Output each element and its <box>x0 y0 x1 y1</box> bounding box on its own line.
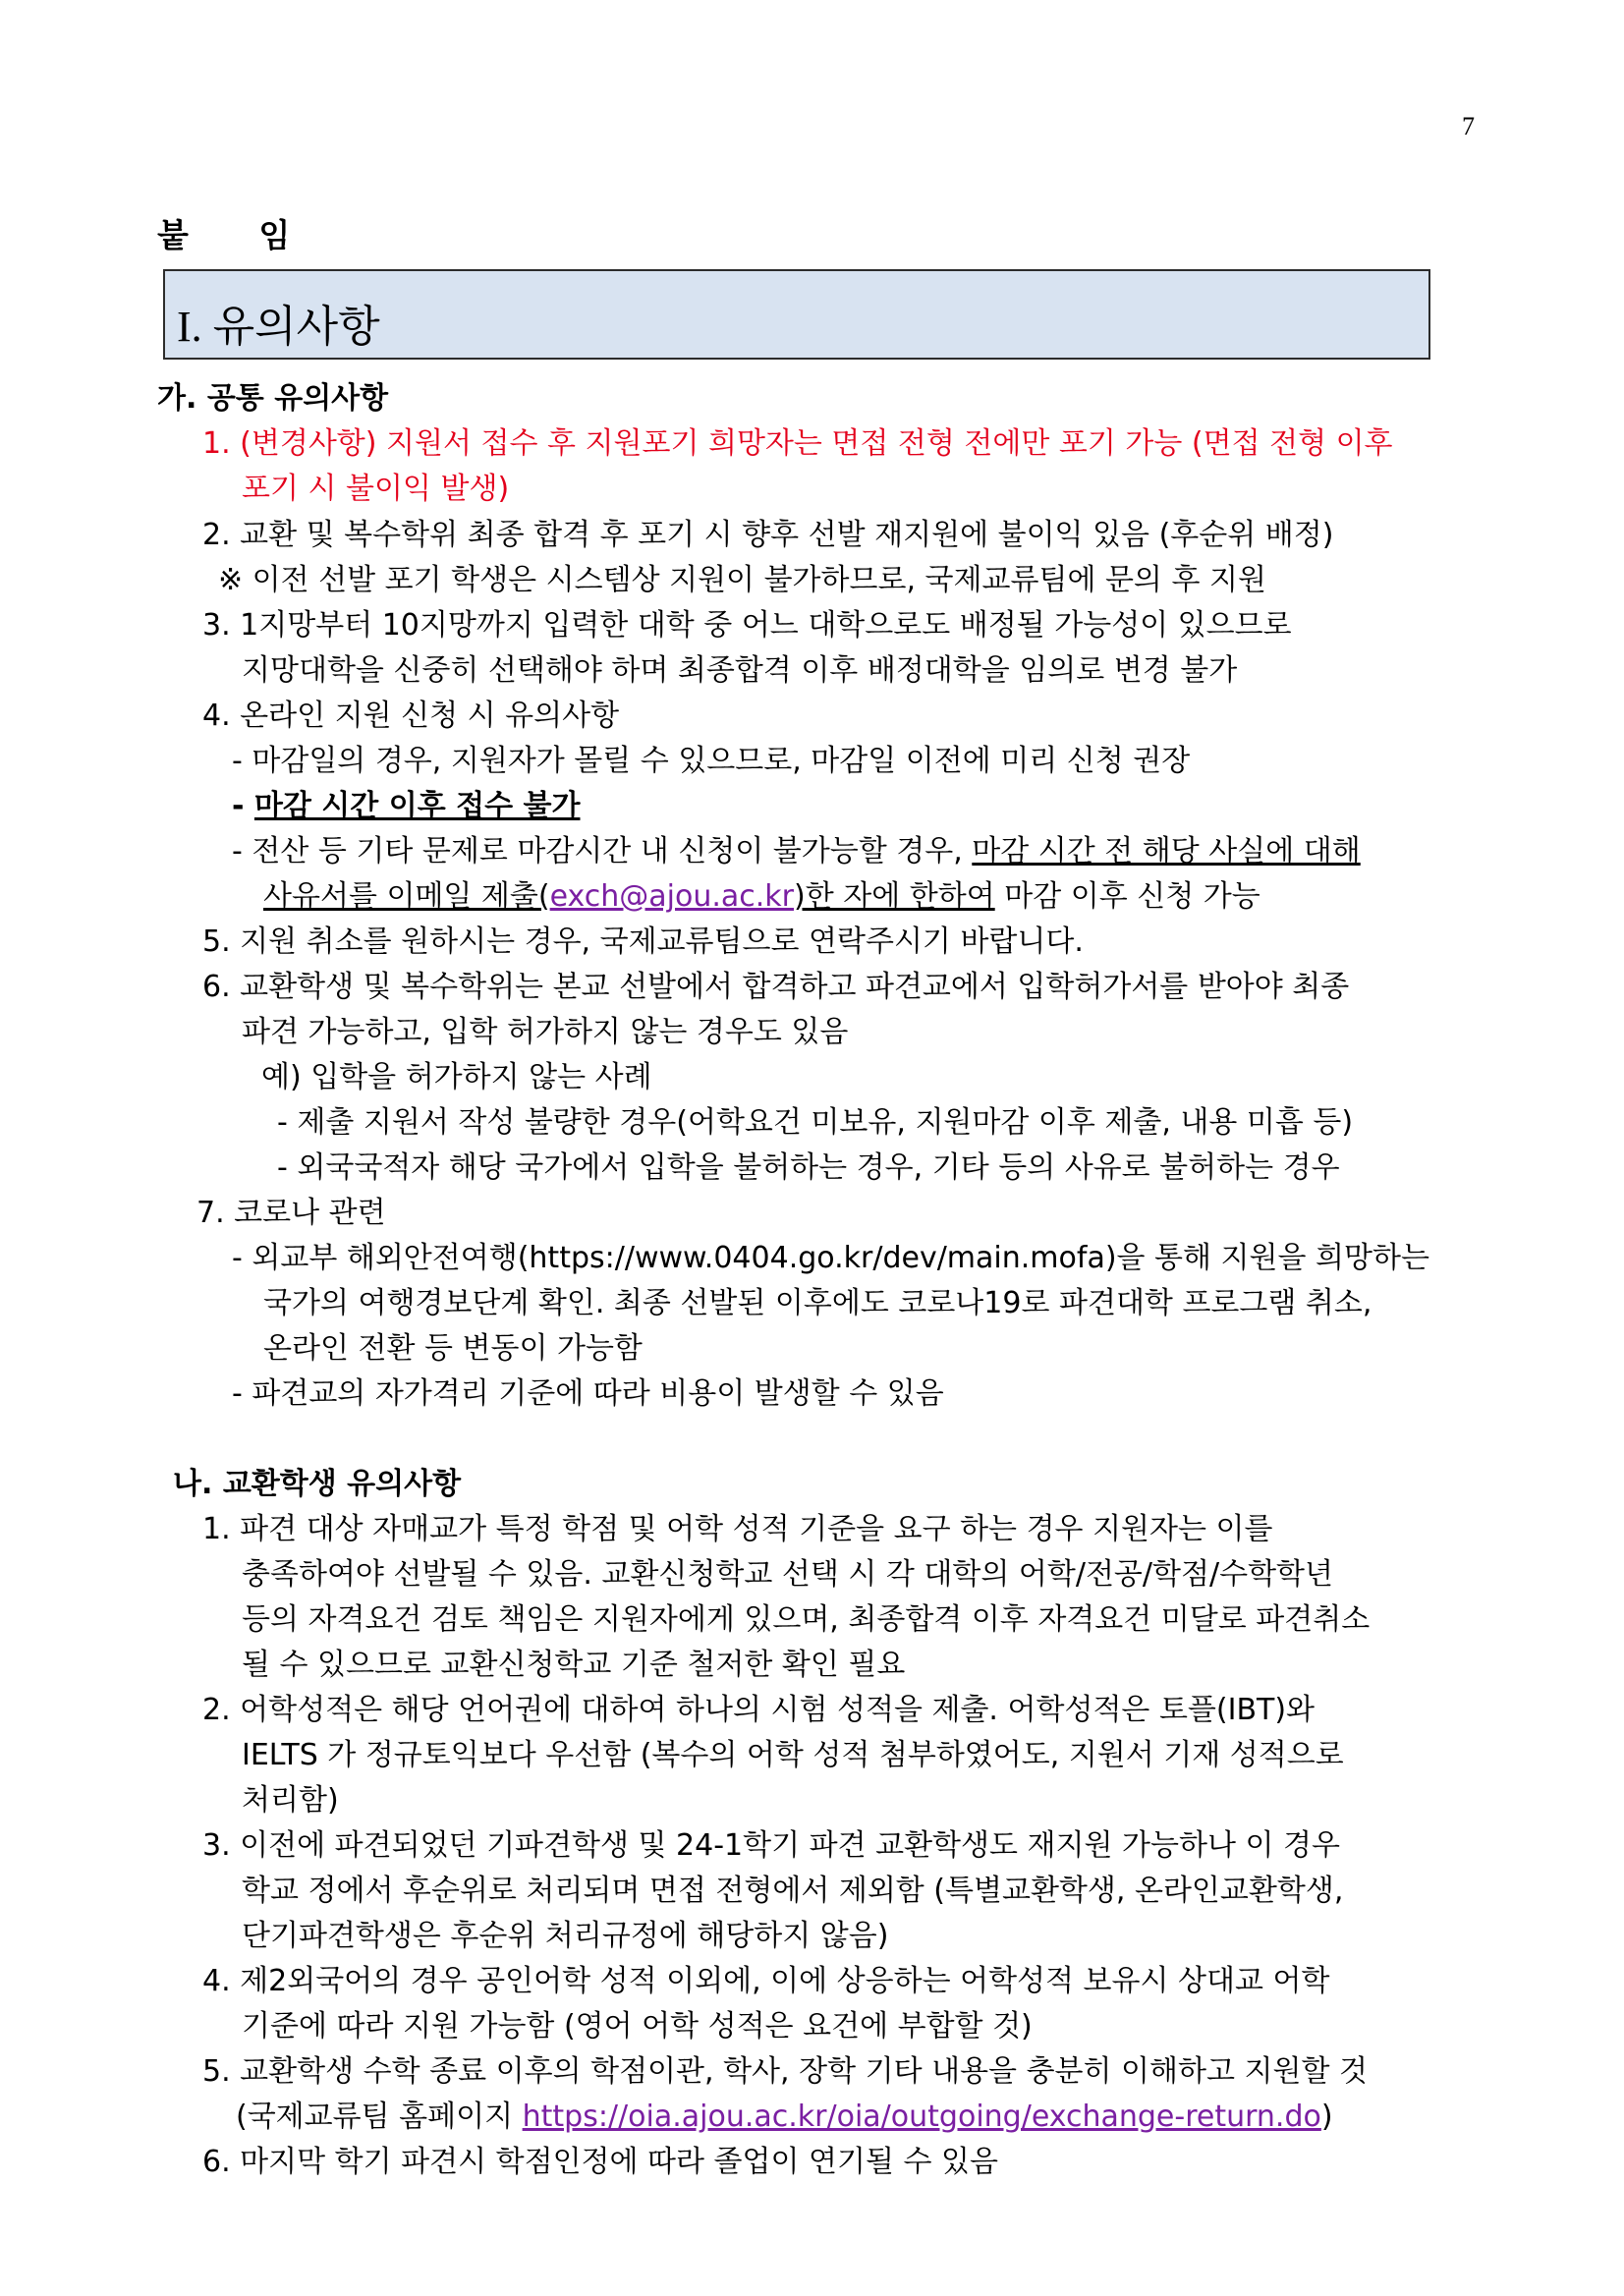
sub-3-text: - 전산 등 기타 문제로 마감시간 내 신청이 불가능할 경우, <box>232 834 973 868</box>
exchange-item-1-line-4: 될 수 있으므로 교환신청학교 기준 철저한 확인 필요 <box>242 1648 906 1682</box>
common-item-7-sub-1-line-3: 온라인 전환 등 변동이 가능함 <box>263 1331 643 1366</box>
exchange-item-5-line-2 <box>236 2100 1333 2135</box>
exchange-item-3-line-1: 3. 이전에 파견되었던 기파견학생 및 24-1학기 파견 교환학생도 재지원 가능하나 이 경우 <box>202 1828 1340 1863</box>
exchange-item-1-line-1: 1. 파견 대상 자매교가 특정 학점 및 어학 성적 기준을 요구 하는 경우 지원자는 이를 <box>202 1512 1273 1546</box>
homepage-link[interactable]: https://oia.ajou.ac.kr/oia/outgoing/exchange-return.do <box>522 2100 1321 2134</box>
common-item-2-line-1: 2. 교환 및 복수학위 최종 합격 후 포기 시 향후 선발 재지원에 불이익 있음 (후순위 배정) <box>202 518 1334 552</box>
exchange-item-2-line-2: IELTS 가 정규토익보다 우선함 (복수의 어학 성적 첨부하였어도, 지원서 기재 성적으로 <box>242 1738 1344 1772</box>
exchange-item-1-line-3: 등의 자격요건 검토 책임은 지원자에게 있으며, 최종합격 이후 자격요건 미달로 파견취소 <box>242 1602 1371 1637</box>
section-title: I. 유의사항 <box>177 303 380 351</box>
common-item-1-line-2: 포기 시 불이익 발생) <box>242 472 510 506</box>
common-item-4-sub-3-line-1 <box>232 834 1361 869</box>
common-item-7-sub-2: - 파견교의 자가격리 기준에 따라 비용이 발생할 수 있음 <box>232 1376 944 1411</box>
homepage-suffix: ) <box>1320 2100 1333 2134</box>
common-item-3-line-1: 3. 1지망부터 10지망까지 입력한 대학 중 어느 대학으로도 배정될 가능성이 있으므로 <box>202 608 1292 643</box>
common-item-7-sub-1-line-1: - 외교부 해외안전여행(https://www.0404.go.kr/dev/main.mofa)을 통해 지원을 희망하는 <box>232 1241 1429 1275</box>
exchange-item-4-line-2: 기준에 따라 지원 가능함 (영어 어학 성적은 요건에 부합할 것) <box>242 2009 1033 2044</box>
page-number: 7 <box>1462 112 1475 140</box>
dash: - <box>232 789 254 823</box>
common-item-3-line-2: 지망대학을 신중히 선택해야 하며 최종합격 이후 배정대학을 임의로 변경 불가 <box>242 653 1238 688</box>
exchange-item-2-line-1: 2. 어학성적은 해당 언어권에 대하여 하나의 시험 성적을 제출. 어학성적은 토플(IBT)와 <box>202 1693 1316 1727</box>
common-item-4-sub-3-line-2 <box>263 879 1260 915</box>
exchange-item-4-line-1: 4. 제2외국어의 경우 공인어학 성적 이외에, 이에 상응하는 어학성적 보유시 상대교 어학 <box>202 1964 1330 1998</box>
sub-3-underlined-2: 사유서를 이메일 제출( <box>263 879 550 914</box>
common-item-4-sub-2 <box>232 789 580 824</box>
exchange-item-1-line-2: 충족하여야 선발될 수 있음. 교환신청학교 선택 시 각 대학의 어학/전공/학점/수학학년 <box>242 1557 1334 1592</box>
common-item-2-note: ※ 이전 선발 포기 학생은 시스템상 지원이 불가하므로, 국제교류팀에 문의 후 지원 <box>218 563 1266 597</box>
email-link[interactable]: exch@ajou.ac.kr <box>549 879 795 914</box>
exchange-item-3-line-3: 단기파견학생은 후순위 처리규정에 해당하지 않음) <box>242 1919 889 1953</box>
exchange-heading: 나. 교환학생 유의사항 <box>173 1467 462 1501</box>
common-heading: 가. 공통 유의사항 <box>157 381 389 416</box>
sub-3-tail: 마감 이후 신청 가능 <box>994 879 1260 914</box>
deadline-warning: 마감 시간 이후 접수 불가 <box>253 789 581 823</box>
common-item-1-line-1: 1. (변경사항) 지원서 접수 후 지원포기 희망자는 면접 전형 전에만 포기 가능 (면접 전형 이후 <box>202 426 1393 461</box>
sub-3-underlined: 마감 시간 전 해당 사실에 대해 <box>972 834 1361 868</box>
common-item-7-line-1: 7. 코로나 관련 <box>196 1196 386 1230</box>
exchange-item-6: 6. 마지막 학기 파견시 학점인정에 따라 졸업이 연기될 수 있음 <box>202 2145 998 2179</box>
common-item-7-sub-1-line-2: 국가의 여행경보단계 확인. 최종 선발된 이후에도 코로나19로 파견대학 프로그램 취소, <box>263 1286 1372 1320</box>
common-item-4-sub-1: - 마감일의 경우, 지원자가 몰릴 수 있으므로, 마감일 이전에 미리 신청 권장 <box>232 744 1191 778</box>
attachment-label: 붙 임 <box>157 216 320 254</box>
common-item-6-example-2: - 외국국적자 해당 국가에서 입학을 불허하는 경우, 기타 등의 사유로 불허하는 경우 <box>277 1150 1340 1185</box>
common-item-6-line-2: 파견 가능하고, 입학 허가하지 않는 경우도 있음 <box>242 1015 849 1049</box>
common-item-6-line-1: 6. 교환학생 및 복수학위는 본교 선발에서 합격하고 파견교에서 입학허가서를 받아야 최종 <box>202 970 1350 1004</box>
section-title-box <box>163 269 1430 360</box>
common-item-6-example: 예) 입학을 허가하지 않는 사례 <box>261 1060 652 1094</box>
exchange-item-2-line-3: 처리함) <box>242 1783 339 1818</box>
common-item-5: 5. 지원 취소를 원하시는 경우, 국제교류팀으로 연락주시기 바랍니다. <box>202 924 1084 959</box>
exchange-item-3-line-2: 학교 정에서 후순위로 처리되며 면접 전형에서 제외함 (특별교환학생, 온라인교환학생, <box>242 1874 1344 1908</box>
common-item-4-line-1: 4. 온라인 지원 신청 시 유의사항 <box>202 699 620 733</box>
common-item-6-example-1: - 제출 지원서 작성 불량한 경우(어학요건 미보유, 지원마감 이후 제출, 내용 미흡 등) <box>277 1105 1354 1140</box>
homepage-prefix: (국제교류팀 홈페이지 <box>236 2100 523 2134</box>
sub-3-underlined-3: )한 자에 한하여 <box>794 879 995 914</box>
exchange-item-5-line-1: 5. 교환학생 수학 종료 이후의 학점이관, 학사, 장학 기타 내용을 충분히 이해하고 지원할 것 <box>202 2054 1368 2089</box>
